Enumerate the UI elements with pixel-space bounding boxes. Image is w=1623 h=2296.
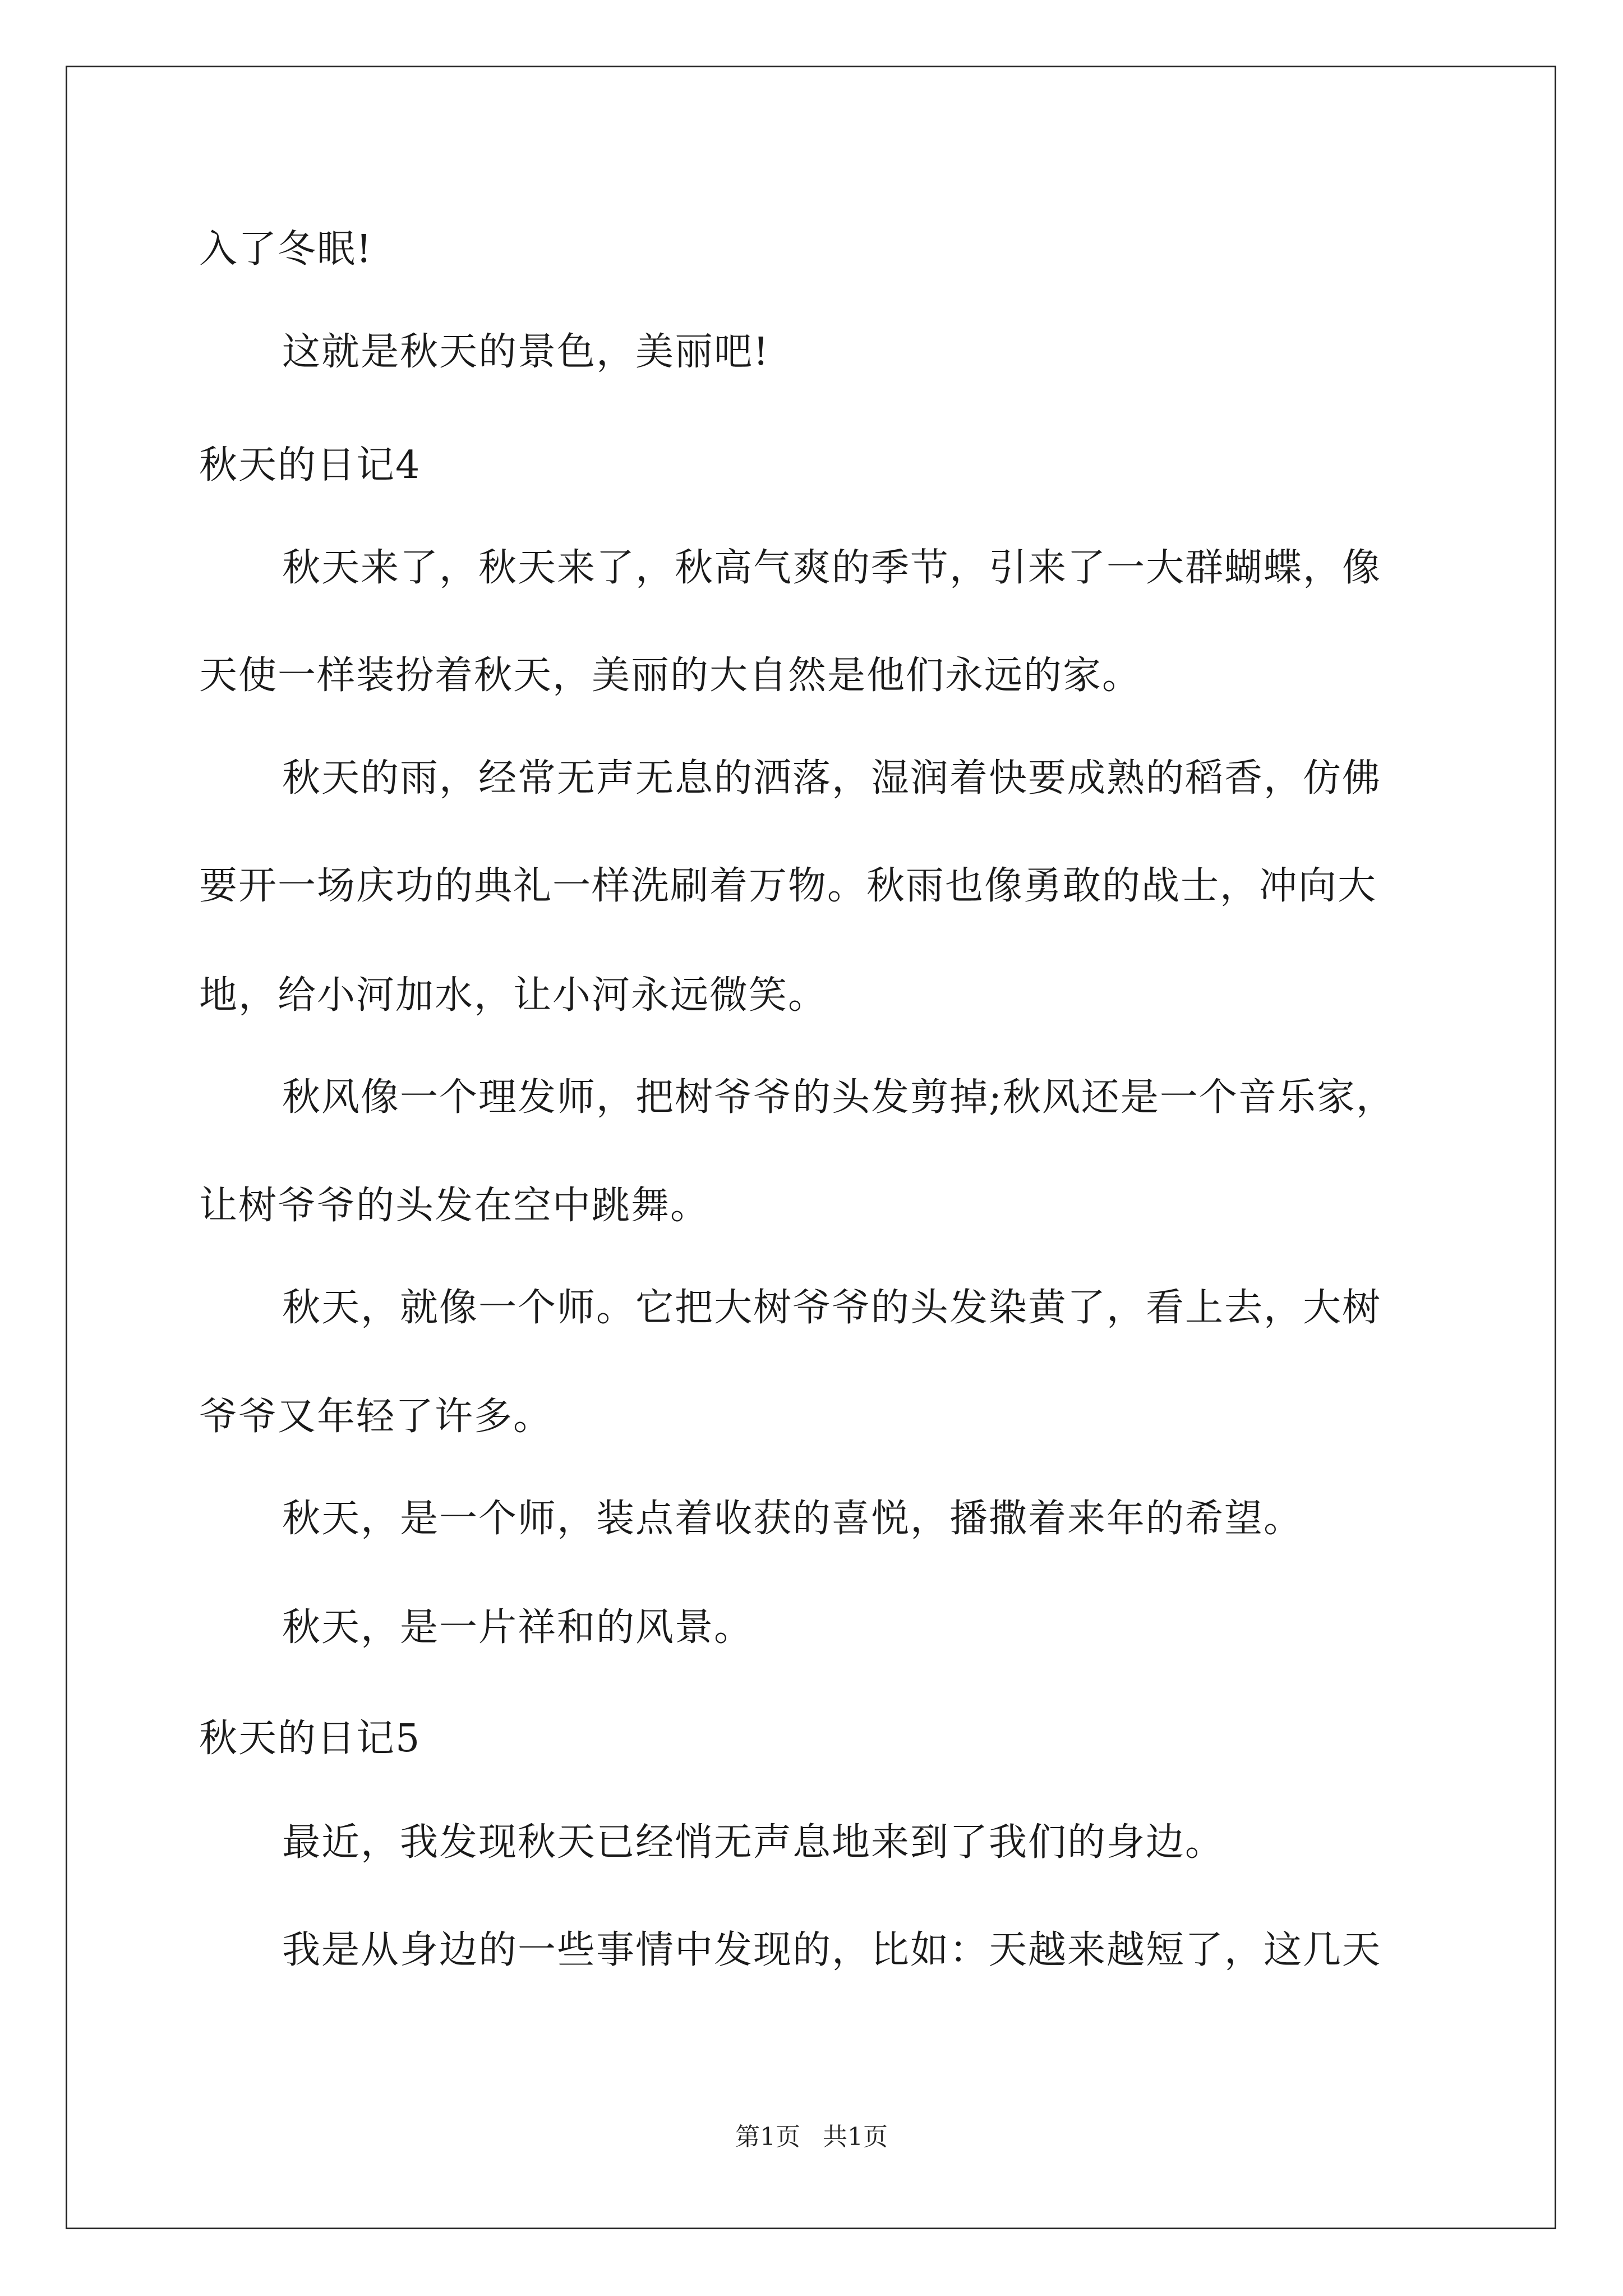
paragraph-line: 秋天，是一个师，装点着收获的喜悦，播撒着来年的希望。 <box>282 1497 1303 1541</box>
paragraph-line: 地，给小河加水，让小河永远微笑。 <box>199 973 828 1018</box>
paragraph-line: 秋天，是一片祥和的风景。 <box>282 1605 754 1650</box>
section-heading: 秋天的日记4 <box>199 443 421 487</box>
paragraph-line: 这就是秋天的景色，美丽吧! <box>282 330 770 374</box>
paragraph-line: 最近，我发现秋天已经悄无声息地来到了我们的身边。 <box>282 1820 1225 1865</box>
paragraph-line: 秋天，就像一个师。它把大树爷爷的头发染黄了，看上去，大树 <box>282 1286 1382 1330</box>
paragraph-line: 让树爷爷的头发在空中跳舞。 <box>199 1184 710 1228</box>
paragraph-line: 爷爷又年轻了许多。 <box>199 1395 553 1439</box>
paragraph-line: 入了冬眠! <box>199 227 373 272</box>
page-number: 第1页 <box>735 2123 800 2151</box>
section-heading: 秋天的日记5 <box>199 1717 421 1761</box>
page-total: 共1页 <box>823 2123 888 2151</box>
paragraph-line: 我是从身边的一些事情中发现的，比如：天越来越短了，这几天 <box>282 1928 1382 1972</box>
paragraph-line: 秋天的雨，经常无声无息的洒落，湿润着快要成熟的稻香，仿佛 <box>282 756 1382 800</box>
paragraph-line: 天使一样装扮着秋天，美丽的大自然是他们永远的家。 <box>199 654 1142 698</box>
page-footer <box>0 2120 1623 2154</box>
document-body <box>199 0 1433 2296</box>
paragraph-line: 秋风像一个理发师，把树爷爷的头发剪掉;秋风还是一个音乐家， <box>282 1075 1395 1120</box>
paragraph-line: 秋天来了，秋天来了，秋高气爽的季节，引来了一大群蝴蝶，像 <box>282 546 1382 590</box>
paragraph-line: 要开一场庆功的典礼一样洗刷着万物。秋雨也像勇敢的战士，冲向大 <box>199 864 1377 908</box>
